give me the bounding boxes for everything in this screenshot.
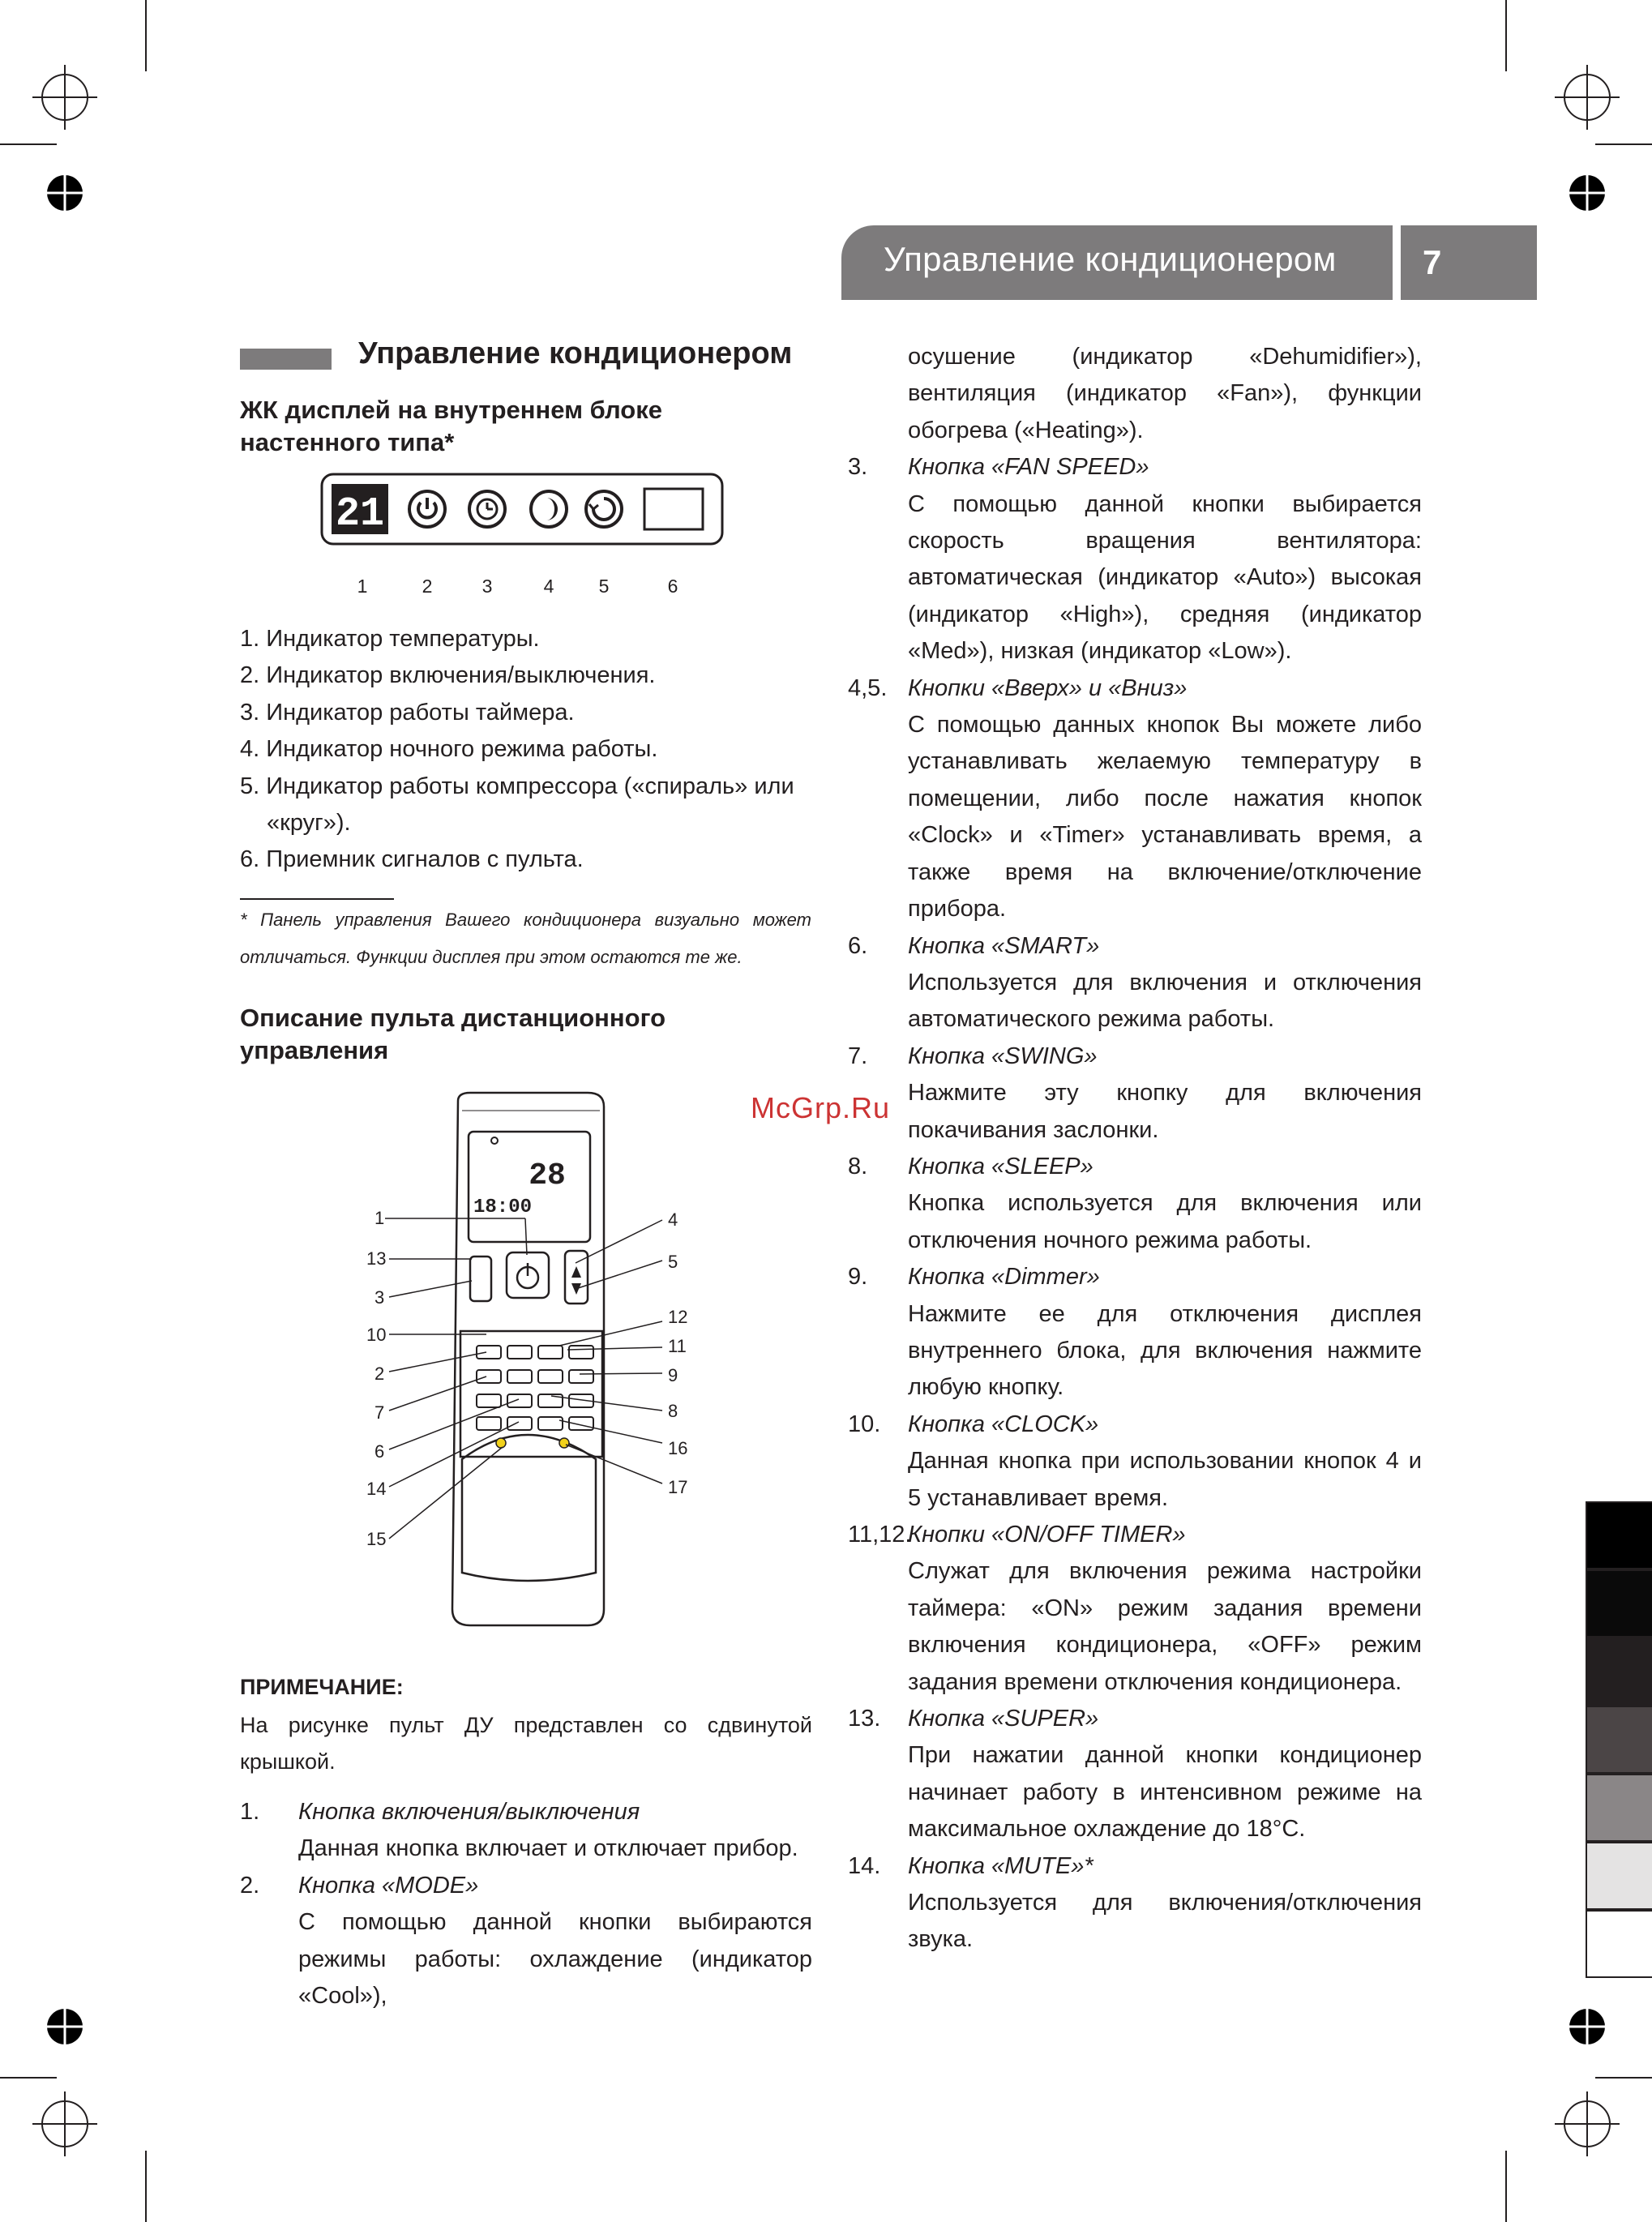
list-item <box>240 1868 812 2015</box>
callout-label: 10 <box>366 1325 387 1345</box>
list-item <box>848 1038 1422 1149</box>
list-item <box>848 1848 1422 1959</box>
item-body: Нажмите ее для отключения дисплея внутреннего блока, для включения нажмите любую кнопку. <box>908 1300 1422 1401</box>
remote-screen-time: 18:00 <box>473 1197 533 1218</box>
item-body: Используется для включения и отключения автоматического режима работы. <box>908 969 1422 1033</box>
remote-control-figure <box>357 1086 697 1638</box>
item-number: 11,12. <box>848 1522 912 1548</box>
footnote-rule <box>240 898 394 900</box>
right-items-list <box>848 339 1422 1959</box>
callout-label: 4 <box>668 1209 678 1230</box>
callout-label: 13 <box>366 1248 387 1269</box>
lcd-temp-digits: 21 <box>335 491 385 537</box>
item-body: осушение (индикатор «Dehumidifier»), вентиляция (индикатор «Fan»), функции обогрева («Heating»). <box>908 344 1422 443</box>
item-heading: Кнопка «FAN SPEED» <box>908 454 1149 481</box>
list-item: 1. Индикатор температуры. <box>240 626 540 652</box>
compressor-indicator-icon <box>586 491 622 527</box>
callout-label: 15 <box>366 1529 387 1549</box>
item-number: 10. <box>848 1411 881 1437</box>
callout-label: 6 <box>374 1441 385 1462</box>
lcd-heading: ЖК дисплей на внутреннем блоке настенного типа* <box>240 396 662 456</box>
item-number: 2. <box>240 1872 260 1899</box>
item-body: Кнопка используется для включения или отключения ночного режима работы. <box>908 1190 1422 1253</box>
list-item <box>848 1517 1422 1701</box>
callout-label: 16 <box>668 1438 688 1458</box>
list-item <box>848 928 1422 1038</box>
remote-heading: Описание пульта дистанционного управления <box>240 1004 666 1064</box>
list-item <box>240 1794 812 1868</box>
watermark: McGrp.Ru <box>751 1091 891 1124</box>
color-swatch <box>1586 1706 1652 1774</box>
lcd-label-3: 3 <box>481 576 493 597</box>
item-heading: Кнопки «Вверх» и «Вниз» <box>908 674 1188 701</box>
left-items-list <box>240 1794 812 2014</box>
color-swatch <box>1586 1638 1652 1706</box>
item-heading: Кнопка «CLOCK» <box>908 1411 1099 1437</box>
item-heading: Кнопка «MUTE»* <box>908 1852 1093 1879</box>
list-item: 6. Приемник сигналов с пульта. <box>240 846 584 873</box>
item-number: 1. <box>240 1799 260 1825</box>
callout-label: 12 <box>668 1307 688 1327</box>
lcd-label-2: 2 <box>422 576 433 597</box>
list-item <box>848 449 1422 670</box>
item-body: Служат для включения режима настройки таймера: «ON» режим задания времени включения кондиционера, «OFF» режим задания времени отключения кондиционера. <box>908 1558 1422 1695</box>
list-item: 4. Индикатор ночного режима работы. <box>240 736 658 763</box>
item-body: С помощью данной кнопки выбирается скорость вращения вентилятора: автоматическая (индикатор «Auto») высокая (индикатор «High»), средняя (индикатор «Med»), низкая (индикатор «Low»). <box>908 490 1422 665</box>
callout-label: 7 <box>374 1402 385 1423</box>
page-number-box <box>1401 225 1537 300</box>
item-body: Используется для включения/отключения звука. <box>908 1890 1422 1953</box>
color-swatch <box>1586 1910 1652 1978</box>
callout-label: 3 <box>374 1287 385 1308</box>
item-body: При нажатии данной кнопки кондиционер начинает работу в интенсивном режиме на максимальное охлаждение до 18°C. <box>908 1742 1422 1843</box>
header-section-label: Управление кондиционером <box>884 240 1337 278</box>
remote-screen-temp: 28 <box>529 1158 566 1193</box>
callout-label: 9 <box>668 1365 678 1385</box>
item-heading: Кнопка «SWING» <box>908 1042 1098 1069</box>
footnote: * Панель управления Вашего кондиционера визуально может отличаться. Функции дисплея при этом остаются те же. <box>240 910 811 967</box>
sleep-indicator-icon <box>531 491 567 527</box>
lcd-indicator-list <box>240 621 815 879</box>
item-body: Данная кнопка при использовании кнопок 4 и 5 устанавливает время. <box>908 1448 1422 1511</box>
page-number: 7 <box>1423 243 1442 281</box>
list-item <box>848 339 1422 449</box>
item-number: 14. <box>848 1852 881 1879</box>
power-indicator-icon <box>409 491 445 527</box>
callout-label: 2 <box>374 1364 385 1384</box>
list-item: 2. Индикатор включения/выключения. <box>240 662 656 689</box>
timer-indicator-icon <box>469 491 505 527</box>
list-item: 3. Индикатор работы таймера. <box>240 699 575 726</box>
callout-label: 11 <box>668 1336 687 1356</box>
item-heading: Кнопка «SLEEP» <box>908 1153 1093 1180</box>
item-body: Нажмите эту кнопку для включения покачивания заслонки. <box>908 1080 1422 1143</box>
item-number: 4,5. <box>848 674 888 701</box>
color-swatch <box>1586 1774 1652 1842</box>
item-number: 9. <box>848 1264 868 1291</box>
signal-receiver-window <box>644 489 703 529</box>
list-item <box>848 1701 1422 1848</box>
item-number: 6. <box>848 932 868 959</box>
item-heading: Кнопка «MODE» <box>298 1872 479 1899</box>
item-heading: Кнопка «Dimmer» <box>908 1264 1100 1291</box>
item-body: Данная кнопка включает и отключает прибор. <box>298 1835 798 1862</box>
item-number: 13. <box>848 1706 881 1732</box>
header-separator <box>1393 225 1401 300</box>
color-swatch <box>1586 1501 1652 1569</box>
callout-label: 5 <box>668 1252 678 1272</box>
list-item: 5. Индикатор работы компрессора («спираль» или «круг»). <box>240 773 794 837</box>
callout-label: 14 <box>366 1479 387 1499</box>
item-number: 8. <box>848 1153 868 1180</box>
title-bar-decoration <box>240 349 332 370</box>
item-number: 7. <box>848 1042 868 1069</box>
lcd-label-4: 4 <box>543 576 554 597</box>
list-item <box>848 670 1422 928</box>
item-heading: Кнопка включения/выключения <box>298 1799 640 1825</box>
list-item <box>848 1259 1422 1406</box>
callout-label: 17 <box>668 1477 688 1497</box>
list-item <box>848 1406 1422 1517</box>
item-number: 3. <box>848 454 868 481</box>
lcd-label-1: 1 <box>357 576 368 597</box>
page-title: Управление кондиционером <box>358 336 793 370</box>
callout-label: 8 <box>668 1401 678 1421</box>
list-item <box>848 1149 1422 1259</box>
item-body: С помощью данной кнопки выбираются режимы работы: охлаждение (индикатор «Cool»), <box>298 1909 812 2010</box>
callout-label: 1 <box>374 1208 385 1228</box>
note-heading: ПРИМЕЧАНИЕ: <box>240 1675 404 1699</box>
item-body: С помощью данных кнопок Вы можете либо устанавливать желаемую температуру в помещении, либо после нажатия кнопок «Clock» и «Timer» устанавливать время, а также время на включение/отключение прибора. <box>908 712 1422 923</box>
color-swatch <box>1586 1842 1652 1910</box>
item-heading: Кнопки «ON/OFF TIMER» <box>908 1522 1186 1548</box>
item-heading: Кнопка «SMART» <box>908 932 1100 959</box>
lcd-label-6: 6 <box>667 576 678 597</box>
lcd-label-5: 5 <box>598 576 610 597</box>
item-heading: Кнопка «SUPER» <box>908 1706 1099 1732</box>
note-text: На рисунке пульт ДУ представлен со сдвинутой крышкой. <box>240 1713 812 1774</box>
color-swatch <box>1586 1569 1652 1638</box>
